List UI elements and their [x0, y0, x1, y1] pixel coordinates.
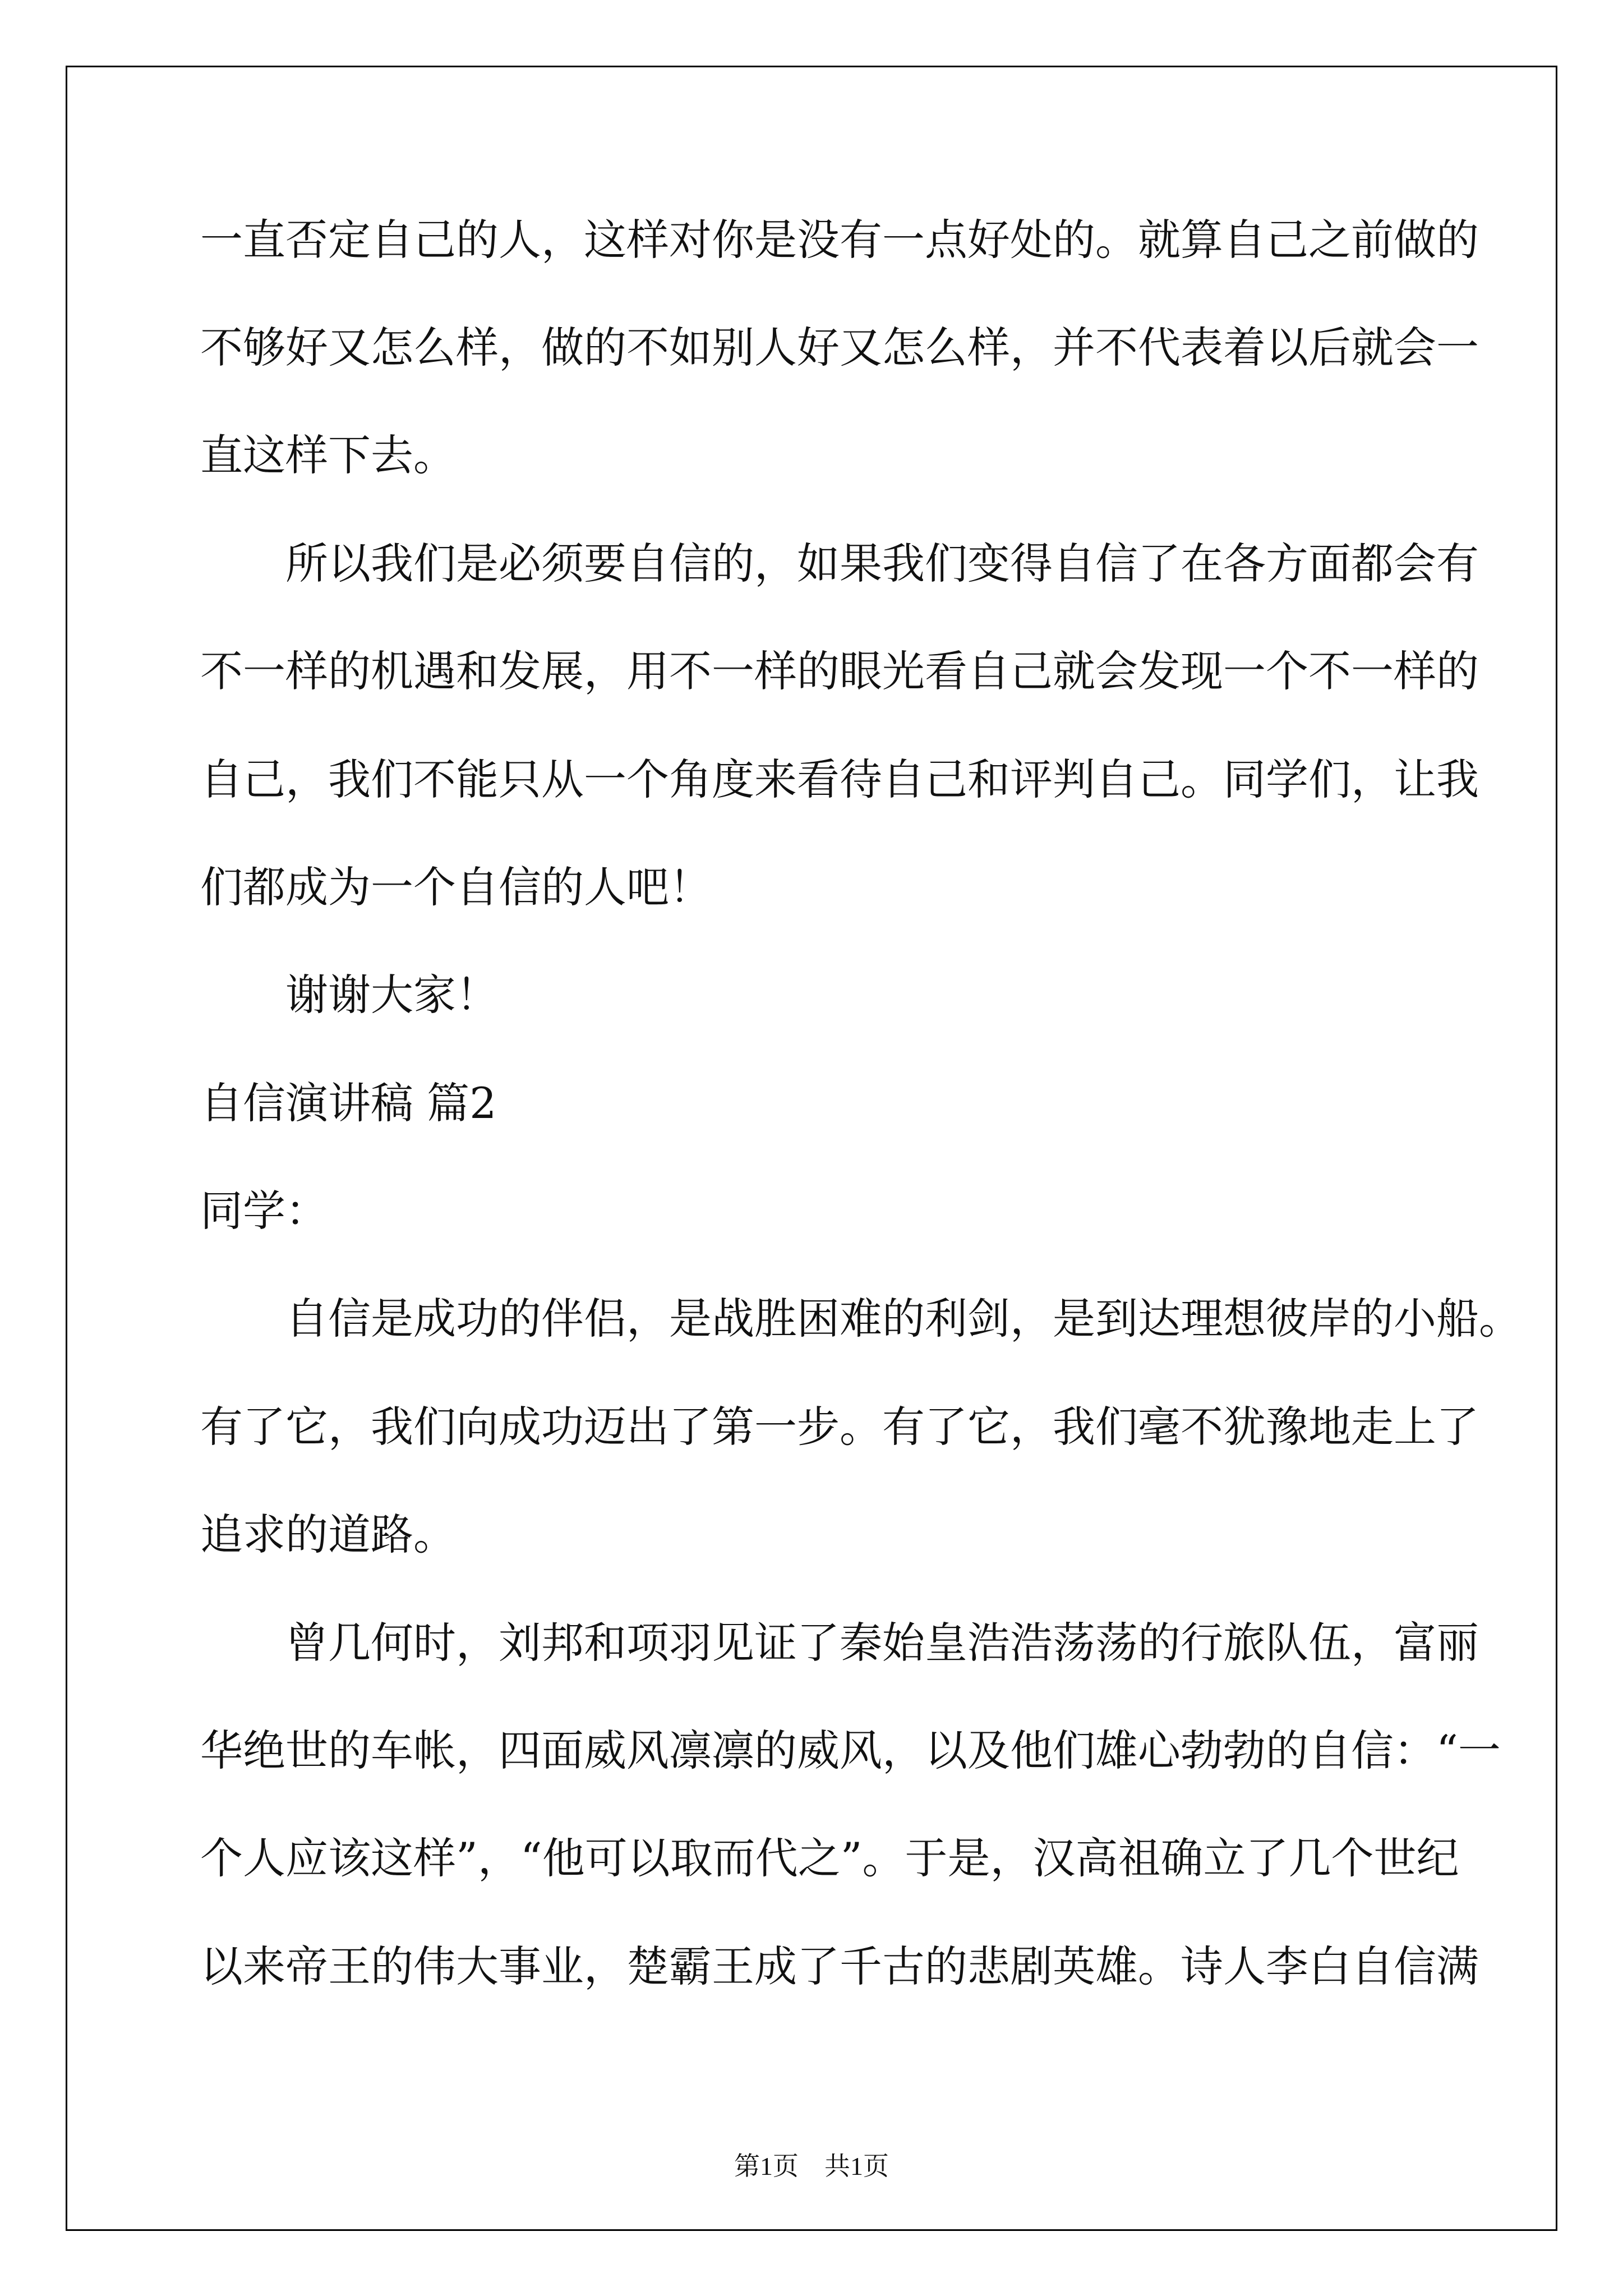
paragraph-first-line: 曾几何时，刘邦和项羽见证了秦始皇浩浩荡荡的行旅队伍，富丽: [285, 1618, 1479, 1668]
text-line: 们都成为一个自信的人吧！: [200, 862, 712, 912]
text-line: 有了它，我们向成功迈出了第一步。有了它，我们毫不犹豫地走上了: [200, 1402, 1479, 1452]
text-line: 追求的道路。: [200, 1510, 456, 1559]
page-border: [66, 66, 1557, 2231]
text-line: 以来帝王的伟大事业，楚霸王成了千古的悲剧英雄。诗人李白自信满: [200, 1941, 1479, 1991]
paragraph-first-line: 自信是成功的伴侣，是战胜困难的利剑，是到达理想彼岸的小船。: [285, 1294, 1521, 1343]
text-line: 不够好又怎么样，做的不如别人好又怎么样，并不代表着以后就会一: [200, 323, 1479, 372]
text-line: 个人应该这样”，“他可以取而代之”。于是，汉高祖确立了几个世纪: [200, 1833, 1459, 1883]
paragraph-first-line: 谢谢大家！: [285, 970, 499, 1020]
section-heading: 自信演讲稿 篇2: [200, 1078, 497, 1128]
text-line: 不一样的机遇和发展，用不一样的眼光看自己就会发现一个不一样的: [200, 646, 1479, 696]
paragraph-first-line: 所以我们是必须要自信的，如果我们变得自信了在各方面都会有: [285, 539, 1479, 588]
text-line: 华绝世的车帐，四面威风凛凛的威风，以及他们雄心勃勃的自信：“一: [200, 1726, 1501, 1775]
page-footer: 第1页 共1页: [734, 2152, 889, 2180]
text-line: 自己，我们不能只从一个角度来看待自己和评判自己。同学们，让我: [200, 754, 1479, 804]
text-line: 一直否定自己的人，这样对你是没有一点好处的。就算自己之前做的: [200, 215, 1479, 265]
text-line: 直这样下去。: [200, 430, 456, 480]
salutation: 同学：: [200, 1186, 328, 1236]
